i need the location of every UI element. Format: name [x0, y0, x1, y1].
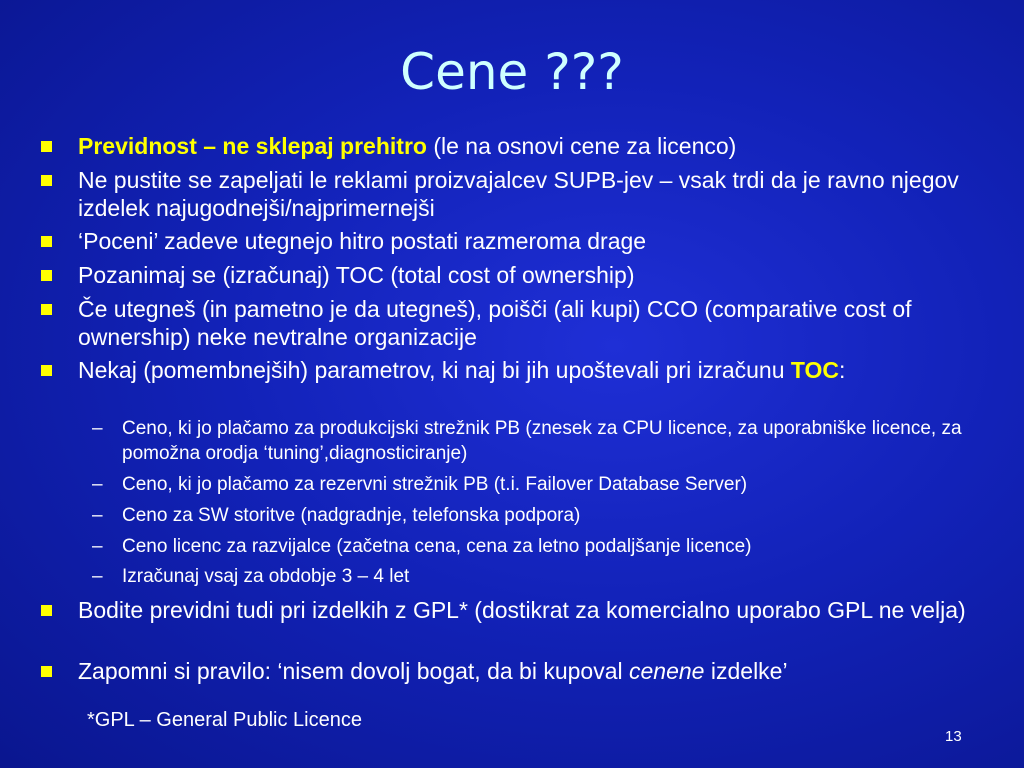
sub-item-3 [92, 503, 982, 528]
footnote: *GPL – General Public Licence [87, 709, 362, 731]
bullet-6-end: : [839, 357, 846, 383]
bullet-8-end: izdelke’ [704, 658, 788, 684]
bullet-5-text: Če utegneš (in pametno je da utegneš), poišči (ali kupi) CCO (comparative cost of ownership) neke nevtralne organizacije [78, 296, 912, 350]
bullet-item-7 [78, 596, 978, 624]
page-number: 13 [945, 728, 962, 745]
sub-item-1 [92, 416, 982, 466]
square-bullet-icon [41, 270, 52, 281]
bullet-1-text: (le na osnovi cene za licenco) [426, 133, 737, 159]
bullet-8-italic: cenene [629, 658, 705, 684]
sub-item-2-text: Ceno, ki jo plačamo za rezervni strežnik PB (t.i. Failover Database Server) [122, 474, 748, 495]
bullet-6-text: Nekaj (pomembnejših) parametrov, ki naj bi jih upoštevali pri izračunu [78, 357, 791, 383]
square-bullet-icon [41, 141, 52, 152]
bullet-8-text: Zapomni si pravilo: ‘nisem dovolj bogat, da bi kupoval [78, 658, 630, 684]
square-bullet-icon [41, 175, 52, 186]
sub-item-4-text: Ceno licenc za razvijalce (začetna cena, cena za letno podaljšanje licence) [122, 536, 752, 557]
sub-item-2 [92, 472, 982, 497]
sub-item-5-text: Izračunaj vsaj za obdobje 3 – 4 let [122, 566, 410, 587]
bullet-3-text: ‘Poceni’ zadeve utegnejo hitro postati razmeroma drage [78, 228, 647, 254]
bullet-item-4 [78, 261, 978, 289]
slide-title: Cene ??? [400, 43, 624, 101]
square-bullet-icon [41, 236, 52, 247]
sub-item-3-text: Ceno za SW storitve (nadgradnje, telefonska podpora) [122, 505, 581, 526]
square-bullet-icon [41, 365, 52, 376]
bullet-item-8 [78, 657, 978, 685]
bullet-1-highlight: Previdnost – ne sklepaj prehitro [78, 133, 427, 159]
dash-bullet-icon: – [92, 418, 103, 439]
square-bullet-icon [41, 666, 52, 677]
square-bullet-icon [41, 605, 52, 616]
bullet-item-2 [78, 166, 978, 222]
bullet-4-text: Pozanimaj se (izračunaj) TOC (total cost of ownership) [78, 262, 635, 288]
sub-item-5 [92, 564, 982, 589]
sub-item-4 [92, 534, 982, 559]
dash-bullet-icon: – [92, 474, 103, 495]
dash-bullet-icon: – [92, 505, 103, 526]
bullet-2-text: Ne pustite se zapeljati le reklami proizvajalcev SUPB-jev – vsak trdi da je ravno njegov izdelek najugodnejši/najprimernejši [78, 167, 959, 221]
bullet-item-3 [78, 227, 978, 255]
square-bullet-icon [41, 304, 52, 315]
dash-bullet-icon: – [92, 566, 103, 587]
sub-item-1-text: Ceno, ki jo plačamo za produkcijski strežnik PB (znesek za CPU licence, za uporabniške licence, za pomožna orodja ‘tuning’,diagnosticiranje) [122, 418, 962, 464]
bullet-6-highlight: TOC [790, 357, 840, 383]
bullet-item-1 [78, 132, 978, 160]
bullet-7-text: Bodite previdni tudi pri izdelkih z GPL* (dostikrat za komercialno uporabo GPL ne velja) [78, 597, 966, 623]
dash-bullet-icon: – [92, 536, 103, 557]
bullet-item-6 [78, 356, 978, 384]
bullet-item-5 [78, 295, 978, 351]
